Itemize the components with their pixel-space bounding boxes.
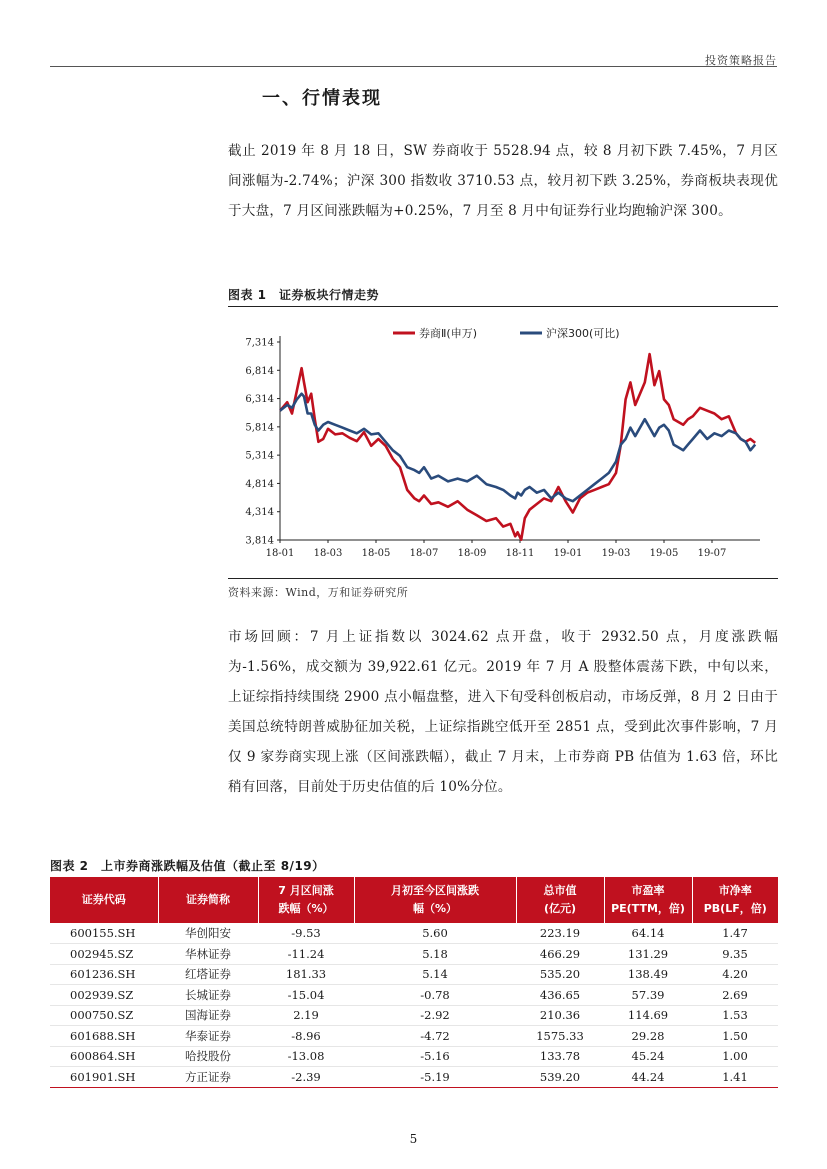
series-line-broker-index: [280, 354, 755, 540]
x-tick-label: 18-01: [265, 548, 295, 559]
table-cell: 哈投股份: [158, 1046, 258, 1067]
table-cell: 华创阳安: [158, 923, 258, 944]
x-tick-label: 19-01: [553, 548, 583, 559]
table-cell: 5.18: [354, 944, 516, 965]
table-cell: 国海证券: [158, 1005, 258, 1026]
table-cell: 29.28: [604, 1026, 692, 1047]
table-cell: -2.39: [258, 1067, 354, 1088]
x-tick-label: 19-05: [649, 548, 679, 559]
column-header: 市净率 PB(LF，倍): [692, 877, 778, 923]
table-cell: 方正证券: [158, 1067, 258, 1088]
table-cell: 535.20: [516, 964, 604, 985]
table-cell: 2.69: [692, 985, 778, 1006]
table-cell: 1.00: [692, 1046, 778, 1067]
y-tick-label: 6,814: [245, 365, 274, 377]
table-cell: 44.24: [604, 1067, 692, 1088]
table-cell: 138.49: [604, 964, 692, 985]
table-cell: 133.78: [516, 1046, 604, 1067]
y-tick-label: 6,314: [245, 394, 274, 406]
y-tick-label: 4,814: [245, 478, 274, 490]
table-row: [50, 944, 778, 965]
column-header: 证券代码: [50, 877, 158, 923]
table-cell: 600864.SH: [50, 1046, 158, 1067]
table-cell: 1575.33: [516, 1026, 604, 1047]
table-cell: 华泰证券: [158, 1026, 258, 1047]
table-cell: 64.14: [604, 923, 692, 944]
table-cell: 002945.SZ: [50, 944, 158, 965]
x-tick-label: 19-07: [697, 548, 727, 559]
table-cell: 223.19: [516, 923, 604, 944]
table-cell: 466.29: [516, 944, 604, 965]
table-header-row: [50, 877, 778, 923]
table-row: [50, 985, 778, 1006]
table-row: [50, 964, 778, 985]
table-row: [50, 1026, 778, 1047]
table-cell: -11.24: [258, 944, 354, 965]
table-cell: -2.92: [354, 1005, 516, 1026]
table-cell: 114.69: [604, 1005, 692, 1026]
market-summary-paragraph: 截止 2019 年 8 月 18 日，SW 券商收于 5528.94 点，较 8 月初下跌 7.45%，7 月区间涨幅为-2.74%；沪深 300 指数收 3710.53 点，较月初下跌 3.25%，券商板块表现优于大盘，7 月区间涨跌幅为+0.25%，7 月至 8 月中旬证券行业均跑输沪深 300。: [228, 143, 778, 219]
column-header: 证券简称: [158, 877, 258, 923]
y-tick-label: 5,814: [245, 422, 274, 434]
y-tick-label: 7,314: [245, 337, 274, 349]
table-cell: 600155.SH: [50, 923, 158, 944]
table-row: [50, 1005, 778, 1026]
table-cell: 4.20: [692, 964, 778, 985]
table-cell: -4.72: [354, 1026, 516, 1047]
table-cell: 002939.SZ: [50, 985, 158, 1006]
line-chart-canvas: [228, 312, 778, 574]
table-cell: 1.47: [692, 923, 778, 944]
x-tick-label: 18-03: [313, 548, 343, 559]
table-cell: -9.53: [258, 923, 354, 944]
table-cell: 2.19: [258, 1005, 354, 1026]
table-cell: 601236.SH: [50, 964, 158, 985]
table-cell: 210.36: [516, 1005, 604, 1026]
table-cell: -15.04: [258, 985, 354, 1006]
y-tick-label: 4,314: [245, 507, 274, 519]
table-cell: 57.39: [604, 985, 692, 1006]
y-tick-label: 5,314: [245, 450, 274, 462]
figure-1-top-rule: [228, 306, 778, 307]
series-line-csi300: [280, 394, 755, 502]
table-cell: -0.78: [354, 985, 516, 1006]
report-type-label: 投资策略报告: [705, 54, 777, 67]
column-header: 7 月区间涨 跌幅（%）: [258, 877, 354, 923]
table-cell: -5.16: [354, 1046, 516, 1067]
table-cell: 436.65: [516, 985, 604, 1006]
table-cell: 红塔证券: [158, 964, 258, 985]
table-cell: 长城证券: [158, 985, 258, 1006]
table-cell: 1.50: [692, 1026, 778, 1047]
table-cell: 1.41: [692, 1067, 778, 1088]
figure-1-source: 资料来源：Wind，万和证券研究所: [228, 586, 409, 599]
sector-trend-chart: [228, 312, 778, 574]
table-cell: 131.29: [604, 944, 692, 965]
table-cell: -13.08: [258, 1046, 354, 1067]
page-number: 5: [409, 1132, 418, 1146]
table-cell: 9.35: [692, 944, 778, 965]
table-cell: 45.24: [604, 1046, 692, 1067]
x-tick-label: 18-11: [505, 548, 535, 559]
x-tick-label: 18-07: [409, 548, 439, 559]
table-row: [50, 923, 778, 944]
header-divider: [50, 66, 777, 67]
table-cell: 5.14: [354, 964, 516, 985]
x-tick-label: 18-09: [457, 548, 487, 559]
x-tick-label: 18-05: [361, 548, 391, 559]
table-cell: 601901.SH: [50, 1067, 158, 1088]
table-row: [50, 1067, 778, 1088]
figure-1-title: 图表 1 证券板块行情走势: [228, 288, 380, 302]
column-header: 市盈率 PE(TTM，倍): [604, 877, 692, 923]
column-header: 总市值 (亿元): [516, 877, 604, 923]
figure-1-bottom-rule: [228, 578, 778, 579]
table-cell: 601688.SH: [50, 1026, 158, 1047]
table-cell: -8.96: [258, 1026, 354, 1047]
table-cell: -5.19: [354, 1067, 516, 1088]
table-2-title: 图表 2 上市券商涨跌幅及估值（截止至 8/19）: [50, 859, 325, 873]
legend-label: 沪深300(可比): [546, 327, 620, 340]
broker-valuation-table: [50, 877, 778, 1088]
table-cell: 5.60: [354, 923, 516, 944]
table-cell: 1.53: [692, 1005, 778, 1026]
table-cell: 539.20: [516, 1067, 604, 1088]
table-row: [50, 1046, 778, 1067]
table-cell: 华林证券: [158, 944, 258, 965]
y-tick-label: 3,814: [245, 535, 274, 547]
table-cell: 181.33: [258, 964, 354, 985]
column-header: 月初至今区间涨跌 幅（%）: [354, 877, 516, 923]
market-review-paragraph: 市场回顾：7 月上证指数以 3024.62 点开盘，收于 2932.50 点，月度涨跌幅为-1.56%，成交额为 39,922.61 亿元。2019 年 7 月 A 股整体震荡下跌，中旬以来，上证综指持续围绕 2900 点小幅盘整，进入下旬受科创板启动，市场反弹，8 月 2 日由于美国总统特朗普威胁征加关税，上证综指跳空低开至 2851 点，受到此次事件影响，7 月仅 9 家券商实现上涨（区间涨跌幅），截止 7 月末，上市券商 PB 估值为 1.63 倍，环比稍有回落，目前处于历史估值的后 10%分位。: [228, 629, 778, 795]
legend-label: 券商Ⅱ(申万): [419, 327, 477, 340]
section-title: 一、行情表现: [262, 88, 382, 109]
x-tick-label: 19-03: [601, 548, 631, 559]
table-cell: 000750.SZ: [50, 1005, 158, 1026]
